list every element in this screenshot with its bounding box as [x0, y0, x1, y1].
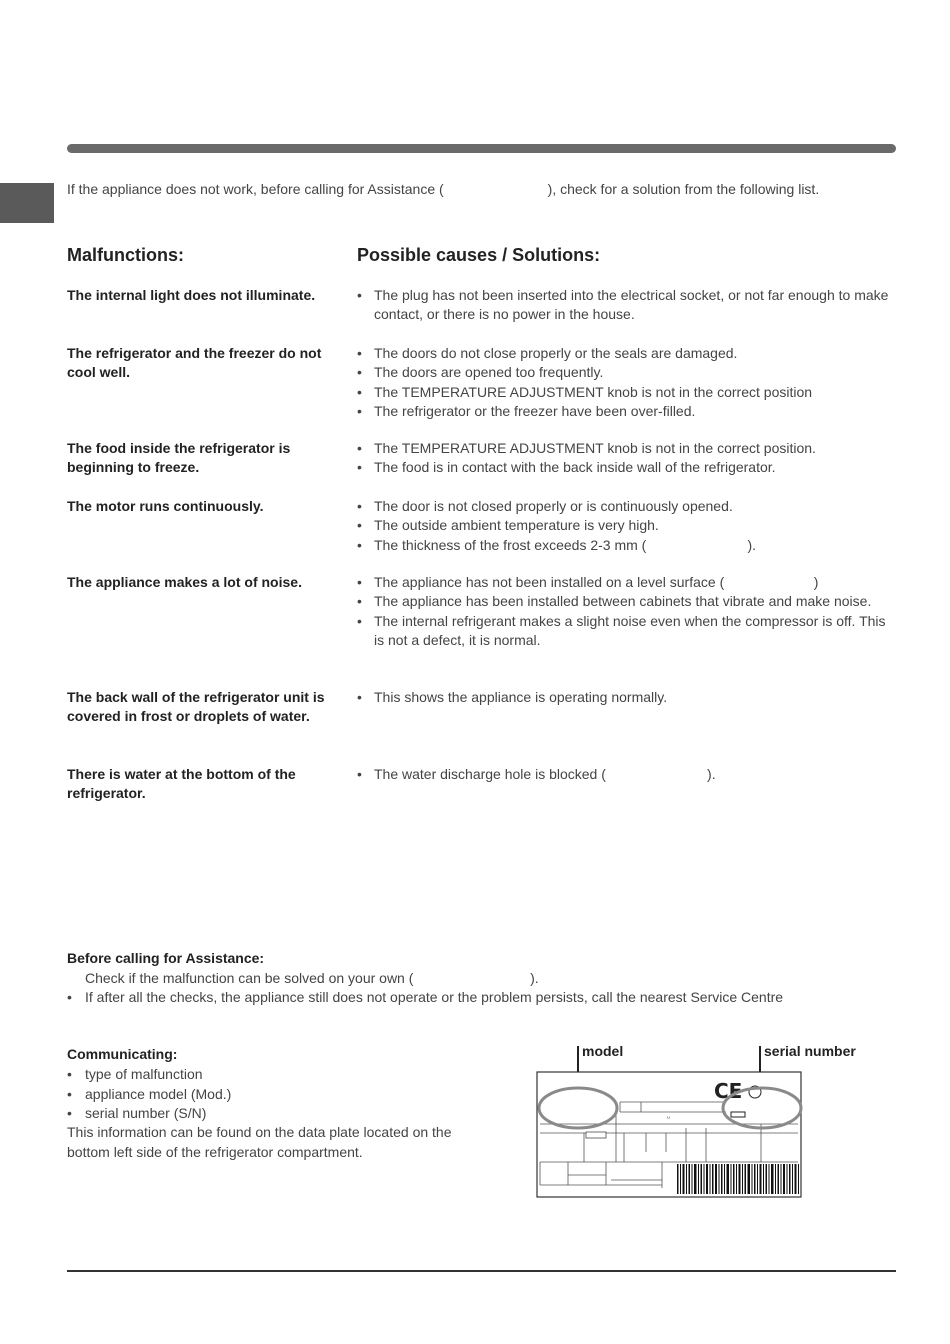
- malfunction-text: There is water at the bottom of the refrigerator.: [67, 766, 296, 802]
- plate-mark-icon: ᵘ: [667, 1115, 670, 1123]
- solution-item: • The TEMPERATURE ADJUSTMENT knob is not in the correct position.: [357, 439, 897, 458]
- communicating-info: This information can be found on the data plate located on the bottom left side of the refrigerator compartment.: [67, 1124, 452, 1160]
- solution-list: [357, 688, 897, 707]
- malfunction-text: The motor runs continuously.: [67, 498, 264, 514]
- solution-item: • The internal refrigerant makes a slight noise even when the compressor is off. This is not a defect, it is normal.: [357, 612, 897, 651]
- solution-item: • The doors are opened too frequently.: [357, 363, 897, 382]
- malfunctions-heading: Malfunctions:: [67, 245, 184, 265]
- solution-item: • The appliance has not been installed on a level surface ( ): [357, 573, 897, 592]
- solution-list: [357, 497, 897, 555]
- assistance-line: Check if the malfunction can be solved on your own ( ).: [85, 970, 539, 986]
- solution-list: [357, 439, 897, 478]
- ce-mark-icon: CE: [714, 1079, 743, 1103]
- solution-item: • The door is not closed properly or is continuously opened.: [357, 497, 897, 516]
- solution-item: • The refrigerator or the freezer have been over-filled.: [357, 402, 897, 421]
- communicating-list: [67, 1065, 231, 1124]
- causes-heading: Possible causes / Solutions:: [357, 245, 601, 265]
- communicating-title: Communicating:: [67, 1046, 178, 1062]
- solution-item: • This shows the appliance is operating normally.: [357, 688, 897, 707]
- assistance-line: If after all the checks, the appliance still does not operate or the problem persists, call the nearest Service Centre: [85, 989, 784, 1005]
- assistance-title: Before calling for Assistance:: [67, 950, 265, 966]
- list-item: • serial number (S/N): [67, 1104, 231, 1124]
- malfunction-text: The appliance makes a lot of noise.: [67, 574, 302, 590]
- solution-item: • The outside ambient temperature is very high.: [357, 516, 897, 535]
- section-tab: [0, 183, 54, 223]
- malfunction-text: The refrigerator and the freezer do not cool well.: [67, 345, 322, 381]
- solution-item: • The appliance has been installed between cabinets that vibrate and make noise.: [357, 592, 897, 611]
- malfunction-text: The back wall of the refrigerator unit is covered in frost or droplets of water.: [67, 689, 325, 725]
- serial-number-label: serial number: [764, 1043, 856, 1059]
- solution-list: [357, 765, 897, 784]
- list-item: • appliance model (Mod.): [67, 1085, 231, 1105]
- solution-list: [357, 286, 897, 325]
- malfunction-text: The food inside the refrigerator is beginning to freeze.: [67, 440, 291, 476]
- model-label: model: [582, 1043, 624, 1059]
- solution-item: • The water discharge hole is blocked ( ).: [357, 765, 897, 784]
- solution-list: [357, 573, 897, 650]
- data-plate-illustration: [536, 1040, 806, 1205]
- intro-text: If the appliance does not work, before calling for Assistance ( ), check for a solution from the following list.: [67, 181, 820, 197]
- solution-item: • The plug has not been inserted into the electrical socket, or not far enough to make contact, or there is no power in the house.: [357, 286, 897, 325]
- plate-badge: [586, 1132, 606, 1138]
- assistance-bullet-icon: •: [67, 989, 72, 1005]
- footer-rule: [67, 1270, 896, 1272]
- malfunction-text: The internal light does not illuminate.: [67, 287, 316, 303]
- solution-item: • The thickness of the frost exceeds 2-3 mm ( ).: [357, 536, 897, 555]
- solution-list: [357, 344, 897, 421]
- list-item: • type of malfunction: [67, 1065, 231, 1085]
- solution-item: • The doors do not close properly or the seals are damaged.: [357, 344, 897, 363]
- header-bar: [67, 144, 896, 153]
- solution-item: • The TEMPERATURE ADJUSTMENT knob is not in the correct position: [357, 383, 897, 402]
- solution-item: • The food is in contact with the back inside wall of the refrigerator.: [357, 458, 897, 477]
